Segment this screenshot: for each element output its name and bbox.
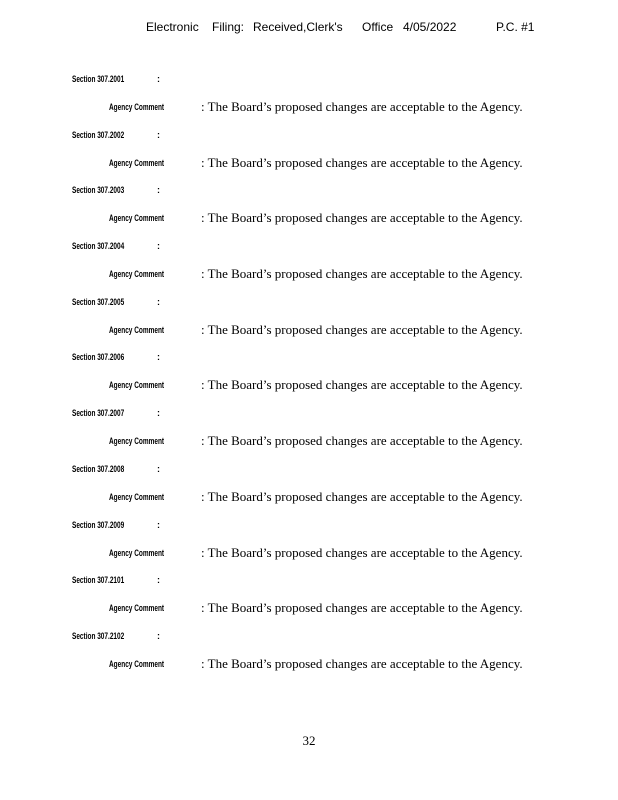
agency-comment-text: : The Board’s proposed changes are acceptable to the Agency. [201,488,523,504]
section-entry [0,295,618,351]
agency-comment-label: Agency Comment [109,436,165,447]
section-colon: : [157,185,160,196]
section-colon: : [157,241,160,252]
section-label: Section 307.2006 [72,352,125,363]
section-colon: : [157,630,160,641]
agency-comment-label: Agency Comment [109,269,165,280]
section-colon: : [157,129,160,140]
section-colon: : [157,575,160,586]
section-label: Section 307.2003 [72,185,125,196]
section-entry [0,72,618,128]
section-colon: : [157,408,160,419]
agency-comment-label: Agency Comment [109,547,165,558]
agency-comment-label: Agency Comment [109,380,165,391]
agency-comment-text: : The Board’s proposed changes are acceptable to the Agency. [201,544,523,560]
agency-comment-label: Agency Comment [109,603,165,614]
section-entry [0,462,618,518]
section-entry [0,239,618,295]
section-label: Section 307.2101 [72,575,125,586]
header-pc-number: P.C. #1 [496,20,535,34]
agency-comment-text: : The Board’s proposed changes are acceptable to the Agency. [201,321,523,337]
agency-comment-text: : The Board’s proposed changes are acceptable to the Agency. [201,210,523,226]
section-entry [0,406,618,462]
section-colon: : [157,463,160,474]
header-office: Office [362,20,394,34]
section-colon: : [157,74,160,84]
section-label: Section 307.2004 [72,241,125,252]
section-label: Section 307.2005 [72,296,125,307]
section-colon: : [157,352,160,363]
section-entry [0,518,618,574]
section-label: Section 307.2102 [72,630,125,641]
agency-comment-text: : The Board’s proposed changes are acceptable to the Agency. [201,600,523,616]
section-label: Section 307.2009 [72,519,125,530]
agency-comment-label: Agency Comment [109,157,165,168]
page-number: 32 [302,733,316,748]
agency-comment-label: Agency Comment [109,658,165,669]
filing-stamp-header [0,20,618,38]
agency-comment-text: : The Board’s proposed changes are acceptable to the Agency. [201,377,523,393]
section-label: Section 307.2007 [72,408,125,419]
agency-comment-text: : The Board’s proposed changes are acceptable to the Agency. [201,99,523,114]
section-comment-list [0,72,618,685]
header-filing: Filing: [212,20,245,34]
agency-comment-label: Agency Comment [109,491,165,502]
header-date: 4/05/2022 [403,20,457,34]
agency-comment-text: : The Board’s proposed changes are acceptable to the Agency. [201,154,523,170]
section-label: Section 307.2002 [72,129,125,140]
section-entry [0,573,618,629]
section-label: Section 307.2008 [72,463,125,474]
section-entry [0,350,618,406]
agency-comment-label: Agency Comment [109,213,165,224]
section-entry [0,183,618,239]
section-colon: : [157,519,160,530]
agency-comment-label: Agency Comment [109,324,165,335]
section-entry [0,128,618,184]
agency-comment-label: Agency Comment [109,102,165,112]
header-received: Received,Clerk's [253,20,343,34]
agency-comment-text: : The Board’s proposed changes are acceptable to the Agency. [201,266,523,282]
section-label: Section 307.2001 [72,74,125,84]
agency-comment-text: : The Board’s proposed changes are acceptable to the Agency. [201,433,523,449]
section-colon: : [157,296,160,307]
header-electronic: Electronic [146,20,199,34]
agency-comment-text: : The Board’s proposed changes are acceptable to the Agency. [201,655,523,671]
section-entry [0,629,618,685]
